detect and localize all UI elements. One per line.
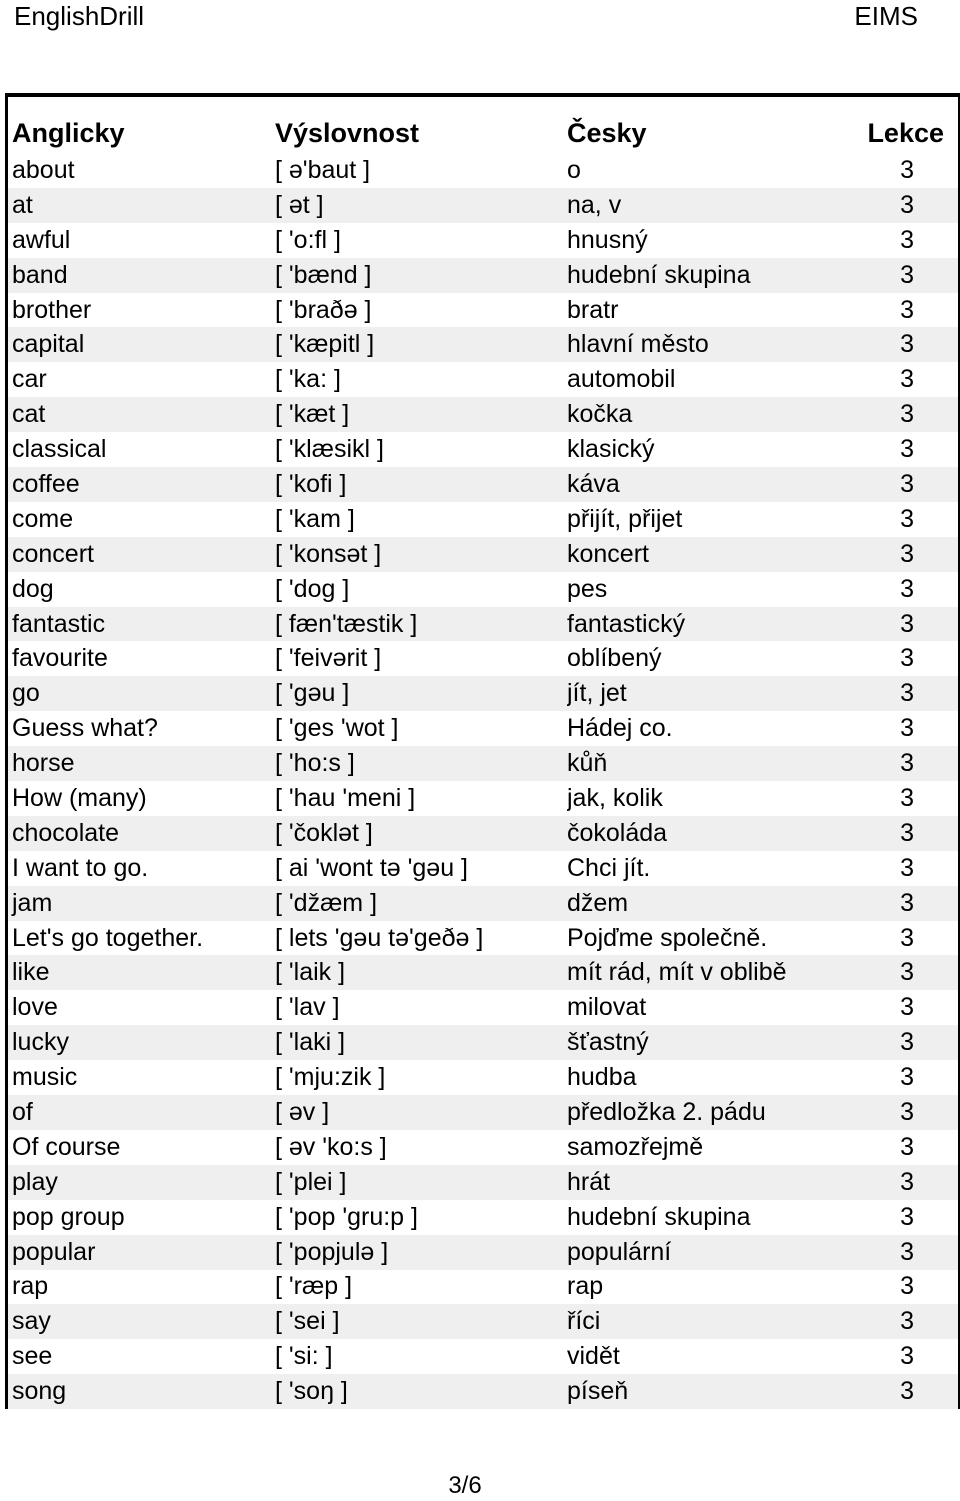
english-word-cell: of [8, 1095, 275, 1130]
table-row [8, 990, 958, 1025]
english-word-cell: How (many) [12, 783, 147, 812]
pronunciation-cell: [ 'dog ] [275, 574, 350, 603]
pronunciation-cell: [ 'sei ] [275, 1304, 567, 1339]
lesson-number-cell: 3 [900, 1342, 914, 1371]
table-row [8, 886, 958, 921]
lesson-number-cell: 3 [867, 607, 958, 642]
table-row [8, 1095, 958, 1130]
pronunciation-cell: [ 'ho:s ] [275, 746, 567, 781]
czech-translation-cell: hrát [567, 1165, 867, 1200]
english-word-cell: I want to go. [12, 853, 149, 882]
english-word-cell: capital [8, 327, 275, 362]
czech-translation-cell: říci [567, 1304, 867, 1339]
table-row [8, 851, 958, 886]
czech-translation-cell: Pojďme společně. [567, 923, 768, 952]
lesson-number-cell: 3 [867, 955, 958, 990]
czech-translation-cell: kůň [567, 746, 867, 781]
czech-translation-cell: vidět [567, 1342, 620, 1371]
table-row [8, 921, 958, 956]
lesson-number-cell: 3 [900, 155, 914, 184]
lesson-number-cell: 3 [900, 574, 914, 603]
table-row [8, 1304, 958, 1339]
pronunciation-cell: [ 'o:fl ] [275, 225, 341, 254]
english-word-cell: music [12, 1063, 78, 1092]
lesson-number-cell: 3 [867, 467, 958, 502]
pronunciation-cell: [ 'klæsikl ] [275, 435, 384, 464]
table-row [8, 432, 958, 467]
english-word-cell: brother [12, 295, 92, 324]
english-word-cell: favourite [12, 644, 108, 673]
czech-translation-cell: hnusný [567, 225, 648, 254]
table-row [8, 153, 958, 188]
english-word-cell: play [8, 1165, 275, 1200]
table-row [8, 188, 958, 223]
lesson-number-cell: 3 [900, 295, 914, 324]
table-row [8, 711, 958, 746]
english-word-cell: horse [8, 746, 275, 781]
table-row [8, 641, 958, 676]
pronunciation-cell: [ 'ræp ] [275, 1272, 353, 1301]
czech-translation-cell: jít, jet [567, 676, 867, 711]
lesson-number-cell: 3 [900, 993, 914, 1022]
english-word-cell: lucky [8, 1025, 275, 1060]
column-header-pronunciation: Výslovnost [275, 118, 420, 148]
app-title: EnglishDrill [14, 1, 145, 31]
lesson-number-cell: 3 [867, 886, 958, 921]
lesson-number-cell: 3 [900, 923, 914, 952]
lesson-number-cell: 3 [900, 1202, 914, 1231]
czech-translation-cell: milovat [567, 993, 647, 1022]
column-header-english: Anglicky [12, 118, 125, 148]
pronunciation-cell: [ 'bænd ] [275, 258, 567, 293]
pronunciation-cell: [ 'si: ] [275, 1342, 333, 1371]
english-word-cell: pop group [12, 1202, 125, 1231]
lesson-number-cell: 3 [867, 1025, 958, 1060]
czech-translation-cell: kočka [567, 397, 867, 432]
table-row [8, 1130, 958, 1165]
table-row [8, 1339, 958, 1374]
table-row [8, 537, 958, 572]
table-row [8, 676, 958, 711]
pronunciation-cell: [ 'lav ] [275, 993, 340, 1022]
english-word-cell: Of course [12, 1132, 121, 1161]
lesson-number-cell: 3 [867, 746, 958, 781]
czech-translation-cell: koncert [567, 537, 867, 572]
table-row [8, 607, 958, 642]
lesson-number-cell: 3 [867, 188, 958, 223]
table-row [8, 955, 958, 990]
lesson-number-cell: 3 [900, 783, 914, 812]
czech-translation-cell: mít rád, mít v oblibě [567, 955, 867, 990]
pronunciation-cell: [ 'kæt ] [275, 397, 567, 432]
table-row [8, 1235, 958, 1270]
pronunciation-cell: [ 'čoklət ] [275, 816, 567, 851]
table-row [8, 362, 958, 397]
table-row [8, 1270, 958, 1305]
table-row [8, 293, 958, 328]
czech-translation-cell: džem [567, 886, 867, 921]
table-row [8, 258, 958, 293]
english-word-cell: dog [12, 574, 54, 603]
czech-translation-cell: Hádej co. [567, 714, 673, 743]
english-word-cell: Guess what? [12, 714, 158, 743]
lesson-number-cell: 3 [900, 435, 914, 464]
lesson-number-cell: 3 [900, 853, 914, 882]
pronunciation-cell: [ 'plei ] [275, 1165, 567, 1200]
lesson-number-cell: 3 [867, 816, 958, 851]
table-row [8, 223, 958, 258]
english-word-cell: rap [12, 1272, 49, 1301]
column-header-lesson: Lekce [867, 118, 944, 148]
lesson-number-cell: 3 [867, 1374, 958, 1409]
table-row [8, 1165, 958, 1200]
lesson-number-cell: 3 [867, 327, 958, 362]
czech-translation-cell: hudební skupina [567, 258, 867, 293]
english-word-cell: song [8, 1374, 275, 1409]
pronunciation-cell: [ 'kæpitl ] [275, 327, 567, 362]
lesson-number-cell: 3 [867, 1235, 958, 1270]
table-body [8, 153, 958, 1409]
english-word-cell: jam [8, 886, 275, 921]
english-word-cell: say [8, 1304, 275, 1339]
czech-translation-cell: klasický [567, 435, 655, 464]
english-word-cell: popular [8, 1235, 275, 1270]
table-row [8, 1200, 958, 1235]
english-word-cell: love [12, 993, 58, 1022]
czech-translation-cell: rap [567, 1272, 604, 1301]
english-word-cell: awful [12, 225, 71, 254]
czech-translation-cell: na, v [567, 188, 867, 223]
english-word-cell: fantastic [8, 607, 275, 642]
lesson-number-cell: 3 [900, 644, 914, 673]
czech-translation-cell: čokoláda [567, 816, 867, 851]
english-word-cell: car [12, 365, 47, 394]
lesson-number-cell: 3 [900, 225, 914, 254]
english-word-cell: go [8, 676, 275, 711]
english-word-cell: chocolate [8, 816, 275, 851]
lesson-number-cell: 3 [867, 397, 958, 432]
english-word-cell: like [8, 955, 275, 990]
pronunciation-cell: [ 'kam ] [275, 504, 355, 533]
pronunciation-cell: [ 'pop 'gru:p ] [275, 1202, 418, 1231]
czech-translation-cell: hudební skupina [567, 1202, 751, 1231]
czech-translation-cell: hudba [567, 1063, 637, 1092]
pronunciation-cell: [ 'mju:zik ] [275, 1063, 386, 1092]
czech-translation-cell: o [567, 155, 581, 184]
table-header-row [8, 97, 958, 153]
table-row [8, 816, 958, 851]
pronunciation-cell: [ 'kofi ] [275, 467, 567, 502]
pronunciation-cell: [ 'braðə ] [275, 295, 372, 324]
english-word-cell: Let's go together. [12, 923, 204, 952]
table-row [8, 1025, 958, 1060]
pronunciation-cell: [ ə'baut ] [275, 155, 371, 184]
table-row [8, 781, 958, 816]
pronunciation-cell: [ 'soŋ ] [275, 1374, 567, 1409]
pronunciation-cell: [ 'gəu ] [275, 676, 567, 711]
czech-translation-cell: šťastný [567, 1025, 867, 1060]
lesson-number-cell: 3 [867, 537, 958, 572]
english-word-cell: come [12, 504, 74, 533]
pronunciation-cell: [ əv ] [275, 1095, 567, 1130]
table-row [8, 467, 958, 502]
pronunciation-cell: [ əv 'ko:s ] [275, 1132, 387, 1161]
lesson-number-cell: 3 [900, 365, 914, 394]
pronunciation-cell: [ 'feivərit ] [275, 644, 382, 673]
pronunciation-cell: [ 'laki ] [275, 1025, 567, 1060]
lesson-number-cell: 3 [900, 714, 914, 743]
czech-translation-cell: píseň [567, 1374, 867, 1409]
english-word-cell: at [8, 188, 275, 223]
czech-translation-cell: bratr [567, 295, 619, 324]
brand-label: EIMS [854, 1, 918, 31]
table-row [8, 572, 958, 607]
czech-translation-cell: Chci jít. [567, 853, 651, 882]
page-number: 3/6 [448, 1472, 482, 1499]
english-word-cell: band [8, 258, 275, 293]
lesson-number-cell: 3 [900, 1063, 914, 1092]
pronunciation-cell: [ 'džæm ] [275, 886, 567, 921]
page-header [0, 0, 960, 32]
pronunciation-cell: [ 'ka: ] [275, 365, 341, 394]
pronunciation-cell: [ ət ] [275, 188, 567, 223]
czech-translation-cell: předložka 2. pádu [567, 1095, 867, 1130]
czech-translation-cell: káva [567, 467, 867, 502]
pronunciation-cell: [ 'hau 'meni ] [275, 783, 416, 812]
vocabulary-sheet [5, 93, 960, 1409]
lesson-number-cell: 3 [867, 1165, 958, 1200]
czech-translation-cell: pes [567, 574, 608, 603]
lesson-number-cell: 3 [867, 258, 958, 293]
pronunciation-cell: [ lets 'gəu tə'geðə ] [275, 923, 484, 952]
lesson-number-cell: 3 [867, 676, 958, 711]
english-word-cell: about [12, 155, 75, 184]
lesson-number-cell: 3 [867, 1304, 958, 1339]
table-row [8, 1374, 958, 1409]
english-word-cell: classical [12, 435, 107, 464]
table-row [8, 746, 958, 781]
pronunciation-cell: [ 'popjulə ] [275, 1235, 567, 1270]
lesson-number-cell: 3 [900, 1132, 914, 1161]
pronunciation-cell: [ fæn'tæstik ] [275, 607, 567, 642]
pronunciation-cell: [ 'konsət ] [275, 537, 567, 572]
lesson-number-cell: 3 [867, 1095, 958, 1130]
czech-translation-cell: fantastický [567, 607, 867, 642]
english-word-cell: concert [8, 537, 275, 572]
czech-translation-cell: automobil [567, 365, 676, 394]
lesson-number-cell: 3 [900, 504, 914, 533]
column-header-czech: Česky [567, 118, 647, 148]
pronunciation-cell: [ ai 'wont tə 'gəu ] [275, 853, 468, 882]
pronunciation-cell: [ 'ges 'wot ] [275, 714, 399, 743]
czech-translation-cell: samozřejmě [567, 1132, 704, 1161]
table-row [8, 1060, 958, 1095]
english-word-cell: coffee [8, 467, 275, 502]
czech-translation-cell: hlavní město [567, 327, 867, 362]
table-row [8, 327, 958, 362]
vocabulary-table [8, 97, 958, 1409]
lesson-number-cell: 3 [900, 1272, 914, 1301]
czech-translation-cell: přijít, přijet [567, 504, 683, 533]
table-row [8, 397, 958, 432]
english-word-cell: see [12, 1342, 53, 1371]
czech-translation-cell: oblíbený [567, 644, 662, 673]
czech-translation-cell: jak, kolik [567, 783, 663, 812]
czech-translation-cell: populární [567, 1235, 867, 1270]
english-word-cell: cat [8, 397, 275, 432]
table-row [8, 502, 958, 537]
pronunciation-cell: [ 'laik ] [275, 955, 567, 990]
